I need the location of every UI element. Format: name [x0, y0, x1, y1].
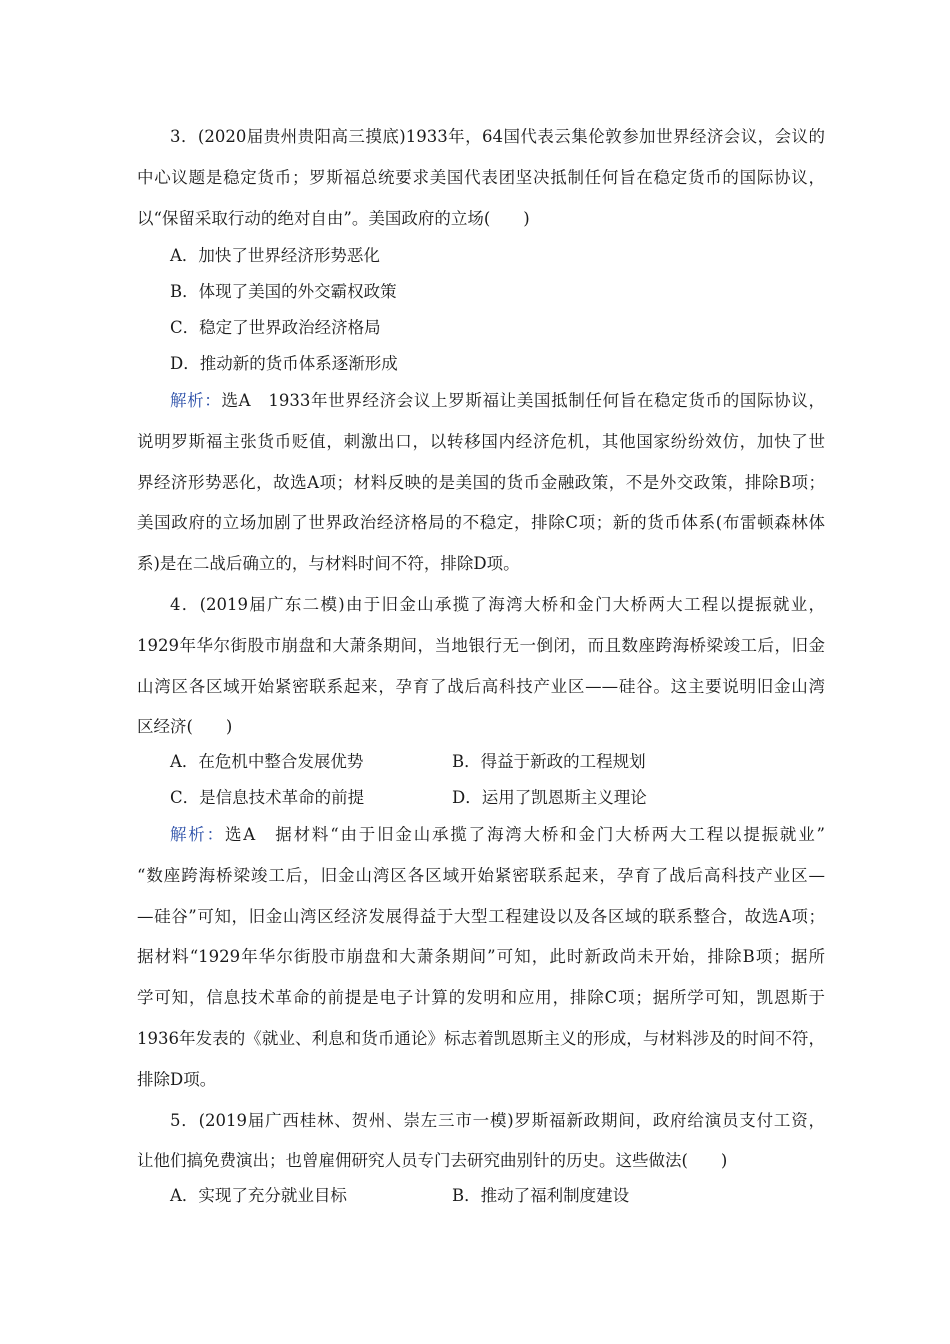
q4-stem-line: 1929年华尔街股市崩盘和大萧条期间，当地银行无一倒闭，而且数座跨海桥梁竣工后，旧金: [137, 636, 825, 655]
q5-stem-line: 5．(2019届广西桂林、贺州、崇左三市一模)罗斯福新政期间，政府给演员支付工资，: [170, 1111, 825, 1130]
q3-analysis-line: 说明罗斯福主张货币贬值，刺激出口，以转移国内经济危机，其他国家纷纷效仿，加快了世: [137, 432, 825, 451]
q3-option-b: B．体现了美国的外交霸权政策: [170, 282, 397, 301]
q5-stem-line: 让他们搞免费演出；也曾雇佣研究人员专门去研究曲别针的历史。这些做法( ): [137, 1151, 728, 1170]
q3-stem-line: 3．(2020届贵州贵阳高三摸底)1933年，64国代表云集伦敦参加世界经济会议，会议的: [170, 127, 825, 146]
q3-analysis-text: 选A 1933年世界经济会议上罗斯福让美国抵制任何旨在稳定货币的国际协议，: [221, 391, 825, 410]
q4-analysis-line: —硅谷”可知，旧金山湾区经济发展得益于大型工程建设以及各区域的联系整合，故选A项；: [137, 907, 825, 926]
q3-option-a: A．加快了世界经济形势恶化: [170, 246, 380, 265]
q4-analysis-line: 学可知，信息技术革命的前提是电子计算的发明和应用，排除C项；据所学可知，凯恩斯于: [137, 988, 825, 1007]
q4-option-b: B．得益于新政的工程规划: [452, 752, 646, 771]
q3-stem-line: 中心议题是稳定货币；罗斯福总统要求美国代表团坚决抵制任何旨在稳定货币的国际协议，: [137, 168, 825, 187]
q3-stem-line: 以“保留采取行动的绝对自由”。美国政府的立场( ): [137, 209, 530, 228]
q4-analysis-line: 据材料“1929年华尔街股市崩盘和大萧条期间”可知，此时新政尚未开始，排除B项；据所: [137, 947, 825, 966]
q4-analysis-line: 排除D项。: [137, 1070, 217, 1089]
q3-analysis-label: 解析：: [170, 391, 222, 410]
q4-stem-line: 4．(2019届广东二模)由于旧金山承揽了海湾大桥和金门大桥两大工程以提振就业，: [170, 595, 825, 614]
q4-option-c: C．是信息技术革命的前提: [170, 788, 365, 807]
q3-option-c: C．稳定了世界政治经济格局: [170, 318, 381, 337]
q4-analysis-line: “数座跨海桥梁竣工后，旧金山湾区各区域开始紧密联系起来，孕育了战后高科技产业区—: [137, 866, 825, 885]
q4-option-a: A．在危机中整合发展优势: [170, 752, 364, 771]
q3-analysis-line: 美国政府的立场加剧了世界政治经济格局的不稳定，排除C项；新的货币体系(布雷顿森林体: [137, 513, 825, 532]
q4-analysis-first-line: [170, 824, 825, 846]
q4-analysis-label: 解析：: [170, 825, 225, 844]
q3-analysis-line: 系)是在二战后确立的，与材料时间不符，排除D项。: [137, 554, 520, 573]
q5-option-a: A．实现了充分就业目标: [170, 1186, 347, 1205]
q3-analysis-first-line: [170, 390, 825, 412]
q4-analysis-line: 1936年发表的《就业、利息和货币通论》标志着凯恩斯主义的形成，与材料涉及的时间不符，: [137, 1029, 825, 1048]
q3-option-d: D．推动新的货币体系逐渐形成: [170, 354, 398, 373]
q4-option-d: D．运用了凯恩斯主义理论: [452, 788, 647, 807]
q4-stem-line: 山湾区各区域开始紧密联系起来，孕育了战后高科技产业区——硅谷。这主要说明旧金山湾: [137, 677, 825, 696]
q4-analysis-text: 选A 据材料“由于旧金山承揽了海湾大桥和金门大桥两大工程以提振就业”: [224, 825, 825, 844]
q3-analysis-line: 界经济形势恶化，故选A项；材料反映的是美国的货币金融政策，不是外交政策，排除B项；: [137, 473, 825, 492]
q4-stem-line: 区经济( ): [137, 717, 233, 736]
q5-option-b: B．推动了福利制度建设: [452, 1186, 630, 1205]
